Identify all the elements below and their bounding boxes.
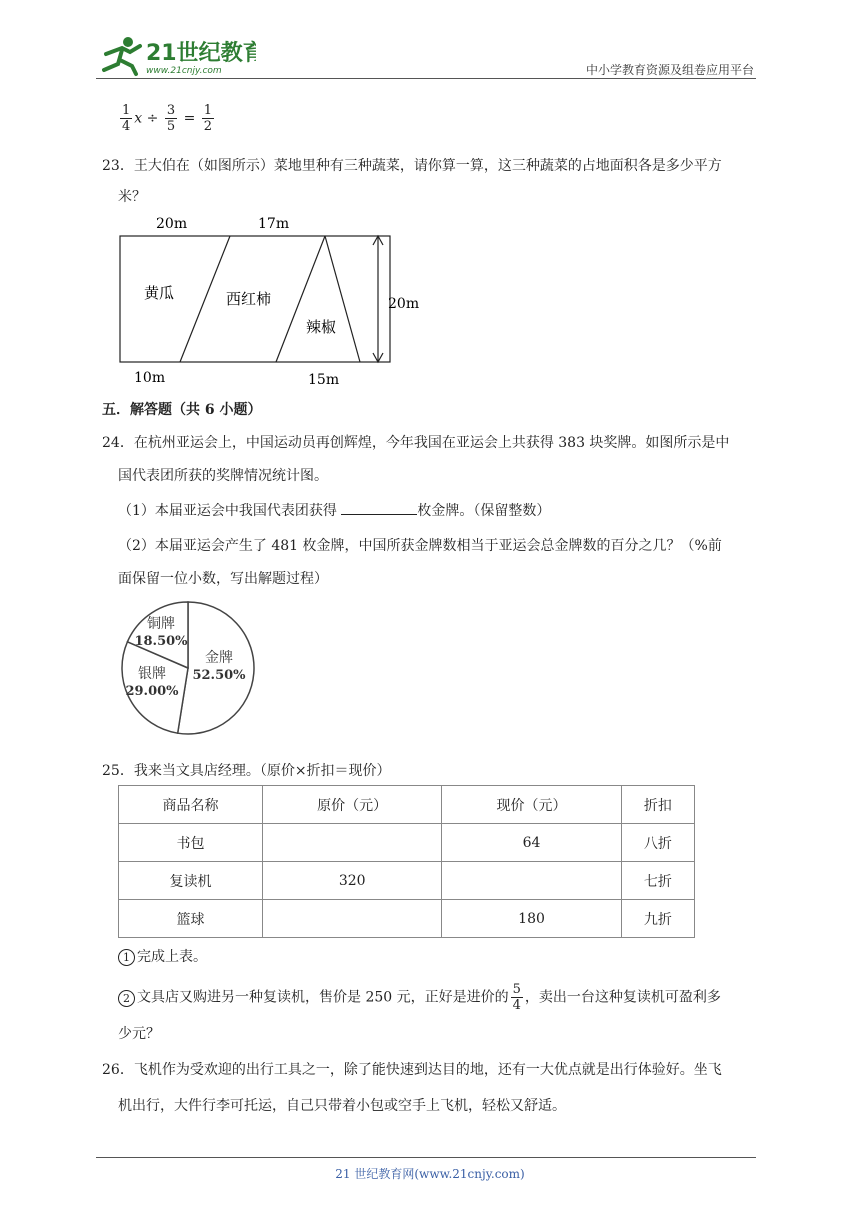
price-table: [118, 785, 695, 938]
fraction-five-fourths: $\frac{5}{4}$: [512, 982, 521, 1013]
table-cell: 180: [442, 900, 621, 938]
q23-text-line1: 23．王大伯在（如图所示）菜地里种有三种蔬菜，请你算一算，这三种蔬菜的占地面积各是多少平方: [102, 158, 722, 174]
table-cell: 八折: [621, 824, 694, 862]
table-header: 原价（元）: [263, 786, 442, 824]
q24-sub1-post: 枚金牌。（保留整数）: [417, 503, 551, 519]
header-divider: [96, 78, 756, 79]
q26-text-line2: 机出行，大件行李可托运，自己只带着小包或空手上飞机，轻松又舒适。: [118, 1098, 566, 1114]
q25-item1-text: 完成上表。: [137, 949, 207, 965]
q25-item2-post: ，卖出一台这种复读机可盈利多: [524, 989, 721, 1006]
label-bottom-mid: 15m: [308, 372, 340, 388]
table-cell: 书包: [119, 824, 263, 862]
table-row: [119, 824, 695, 862]
label-top-left: 20m: [156, 216, 188, 232]
region-cucumber: 黄瓜: [144, 284, 175, 302]
table-cell: [263, 900, 442, 938]
fraction-c: $\frac{1}{2}$: [203, 103, 213, 134]
table-header: 商品名称: [119, 786, 263, 824]
pie-label: 银牌: [138, 666, 166, 682]
label-bottom-left: 10m: [134, 370, 166, 386]
equation-equals: =: [183, 110, 196, 127]
footer-divider: [96, 1157, 756, 1158]
q25-item2: [118, 982, 721, 1013]
q24-text-line1: 24．在杭州亚运会上，中国运动员再创辉煌，今年我国在亚运会上共获得 383 块奖牌。如图所示是中: [102, 435, 730, 451]
table-row: [119, 900, 695, 938]
circled-number-2: 2: [118, 990, 135, 1007]
site-logo: [96, 34, 256, 78]
pie-value-label: 52.50%: [192, 668, 246, 683]
answer-blank[interactable]: [341, 500, 417, 515]
q24-sub2-line2: 面保留一位小数，写出解题过程）: [118, 571, 328, 587]
circled-number-1: 1: [118, 949, 135, 966]
label-top-mid: 17m: [258, 216, 290, 232]
region-tomato: 西红柿: [226, 290, 272, 308]
table-header: 折扣: [621, 786, 694, 824]
table-cell: 九折: [621, 900, 694, 938]
q25-intro: 25．我来当文具店经理。（原价×折扣＝现价）: [102, 763, 391, 779]
footer-site: 21 世纪教育网(www.21cnjy.com): [335, 1167, 525, 1181]
pie-value-label: 18.50%: [134, 634, 188, 649]
label-right: 20m: [388, 296, 420, 312]
q25-item1: [118, 946, 207, 966]
fraction-a: $\frac{1}{4}$: [122, 103, 131, 134]
region-pepper: 辣椒: [306, 318, 337, 336]
table-header: 现价（元）: [442, 786, 621, 824]
table-cell: 320: [263, 862, 442, 900]
table-cell: [442, 862, 621, 900]
header-platform-text: 中小学教育资源及组卷应用平台: [585, 63, 754, 77]
equation-divide: ÷: [146, 110, 159, 127]
table-cell: 复读机: [119, 862, 263, 900]
q24-sub1-pre: （1）本届亚运会中我国代表团获得: [118, 503, 342, 519]
logo-url: www.21cnjy.com: [146, 66, 222, 76]
table-cell: 七折: [621, 862, 694, 900]
table-cell: 篮球: [119, 900, 263, 938]
equation-variable: x: [134, 110, 143, 127]
section-title: 五．解答题（共 6 小题）: [102, 402, 262, 418]
vegetable-plot-figure: [110, 210, 430, 390]
table-row: [119, 862, 695, 900]
q24-sub1: [118, 500, 550, 520]
pie-label: 铜牌: [147, 616, 175, 632]
q25-item2-pre: 文具店又购进另一种复读机，售价是 250 元，正好是进价的: [137, 989, 509, 1006]
q24-sub2-line1: （2）本届亚运会产生了 481 枚金牌，中国所获金牌数相当于亚运会总金牌数的百分之几？（%前: [118, 538, 722, 554]
pie-label: 金牌: [205, 650, 233, 666]
q25-item2-line2: 少元？: [118, 1026, 160, 1042]
plot-line-1: [180, 236, 230, 362]
plot-line-3: [325, 236, 360, 362]
q26-text-line1: 26．飞机作为受欢迎的出行工具之一，除了能快速到达目的地，还有一大优点就是出行体验好。坐飞: [102, 1062, 722, 1078]
table-header-row: [119, 786, 695, 824]
q24-text-line2: 国代表团所获的奖牌情况统计图。: [118, 468, 328, 484]
plot-line-2: [276, 236, 325, 362]
table-cell: [263, 824, 442, 862]
pie-value-label: 29.00%: [125, 684, 179, 699]
fraction-b: $\frac{3}{5}$: [166, 103, 176, 134]
q23-text-line2: 米？: [118, 189, 146, 205]
runner-icon: [104, 37, 140, 74]
medal-pie-chart: [118, 598, 258, 738]
equation: [118, 103, 216, 134]
logo-text: 21世纪教育: [146, 41, 256, 66]
table-cell: 64: [442, 824, 621, 862]
